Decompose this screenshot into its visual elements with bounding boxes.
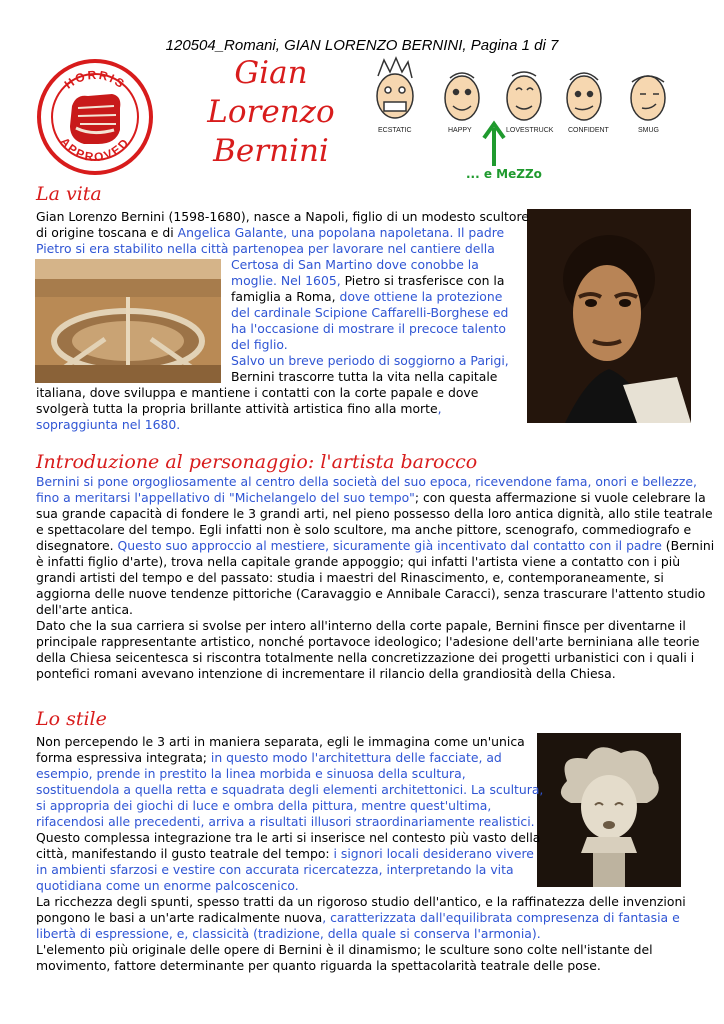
text-line: Non percependo le 3 arti in maniera separata, egli le immagina come un'unica — [36, 734, 525, 749]
mood-faces-illustration — [370, 54, 698, 184]
text-span: in questo modo l'architettura delle facciate, ad — [210, 750, 502, 765]
text-line: del figlio. — [231, 337, 288, 352]
bernini-self-portrait-image — [527, 209, 691, 423]
mood-note: ... e MeZZo — [466, 167, 542, 181]
text-span: (Bernini — [661, 538, 715, 553]
text-line: La ricchezza degli spunti, spesso tratti da un rigoroso studio dell'antico, e la raffinatezza delle invenzioni — [36, 894, 686, 909]
section-heading-intro: Introduzione al personaggio: l'artista barocco — [36, 451, 478, 473]
text-line — [36, 225, 529, 241]
text-line — [36, 490, 714, 506]
text-span: forma espressiva integrata; — [36, 750, 211, 765]
text-span: moglie. Nel 1605, — [231, 273, 345, 288]
face-confident-icon — [567, 73, 601, 120]
text-line: libertà di espressione, e, classicità (tradizione, della quale si conserva l'armonia). — [36, 926, 541, 941]
text-line: della Chiesa seicentesca si riscontra totalmente nella concretizzazione dei progetti urbanistici con i quali i — [36, 650, 695, 665]
text-line: Gian Lorenzo Bernini (1598-1680), nasce a Napoli, figlio di un modesto scultore — [36, 209, 529, 224]
fist-icon — [70, 94, 120, 144]
text-span: dove ottiene la protezione — [339, 289, 503, 304]
section-text-vita-end — [36, 385, 478, 433]
approved-stamp-logo — [36, 58, 154, 176]
text-line: Bernini trascorre tutta la vita nella capitale — [231, 369, 498, 384]
st-peters-square-image — [35, 259, 221, 383]
title-line: Gian — [234, 55, 308, 91]
mood-label: LOVESTRUCK — [506, 127, 554, 134]
text-line: dell'arte antica. — [36, 602, 133, 617]
face-smug-icon — [631, 76, 665, 120]
text-span: Pietro si trasferisce con la — [344, 273, 505, 288]
text-span: disegnatore. — [36, 538, 118, 553]
text-line: del cardinale Scipione Caffarelli-Borghese ed — [231, 305, 509, 320]
text-line — [36, 910, 686, 926]
page-title — [196, 54, 346, 171]
text-line: Questo complessa integrazione tra le arti si inserisce nel contesto più vasto della — [36, 830, 541, 845]
face-happy-icon — [445, 73, 479, 120]
text-line: Salvo un breve periodo di soggiorno a Parigi, — [231, 353, 509, 368]
text-span: , — [437, 401, 442, 416]
text-line: grandi artisti del tempo e del passato: studia i maestri del Rinascimento, e, contemporaneamente, si — [36, 570, 664, 585]
text-span: svolgerà tutta la propria brillante attività artistica fino alla morte — [36, 401, 438, 416]
face-ecstatic-icon — [377, 58, 413, 118]
section-text-vita-wrap — [231, 257, 509, 385]
text-line — [36, 846, 686, 862]
text-line — [231, 273, 509, 289]
text-line: ha l'occasione di mostrare il precoce talento — [231, 321, 506, 336]
text-line: principale rappresentante artistico, nonché portavoce ideologico; l'adesione dell'arte berniniana alle teorie — [36, 634, 700, 649]
text-span: i signori locali desiderano vivere — [333, 846, 534, 861]
text-line: si appropria dei giochi di luce e ombra della pittura, mentre quest'ultima, — [36, 798, 492, 813]
text-line: Bernini si pone orgogliosamente al centro della società del suo epoca, ricevendone fama, onori e bellezze, — [36, 474, 697, 489]
text-line: è infatti figlio d'arte), trova nella capitale grande appoggio; qui infatti l'artista viene a contatto con i più — [36, 554, 681, 569]
text-line: movimento, fattore determinante per quanto riguarda la spettacolarità teatrale delle pose. — [36, 958, 601, 973]
text-span: fino a meritarsi l'appellativo di "Michelangelo del suo tempo" — [36, 490, 415, 505]
text-line — [36, 401, 478, 417]
svg-text:HORRIS: HORRIS — [61, 67, 129, 92]
page-header: 120504_Romani, GIAN LORENZO BERNINI, Pagina 1 di 7 — [165, 37, 559, 54]
text-span: ; con questa affermazione si vuole celebrare la — [414, 490, 706, 505]
text-line: sostituendola a quella retta e squadrata degli elementi architettonici. La scultura, — [36, 782, 544, 797]
text-line: rifacendosi alle precedenti, arriva a risultati illusori straordinariamente realistici. — [36, 814, 535, 829]
title-line: Bernini — [213, 133, 329, 169]
text-line — [231, 289, 509, 305]
section-heading-vita: La vita — [36, 183, 102, 205]
face-lovestruck-icon — [507, 72, 541, 120]
svg-text:APPROVED: APPROVED — [57, 134, 133, 165]
section-text-stile-wrap — [36, 734, 686, 974]
section-text-intro — [36, 474, 714, 682]
text-line: Certosa di San Martino dove conobbe la — [231, 257, 479, 272]
text-span: famiglia a Roma, — [231, 289, 340, 304]
text-span: di origine toscana e di — [36, 225, 178, 240]
text-line: e spettacolare del tempo. Egli infatti non è solo scultore, ma anche pittore, scenografo, commediografo e — [36, 522, 692, 537]
text-line — [36, 750, 686, 766]
text-span: pongono le basi a un'arte radicalmente nuova — [36, 910, 323, 925]
mood-label: SMUG — [638, 127, 659, 134]
text-line: Pietro si era stabilito nella città partenopea per lavorare nel cantiere della — [36, 241, 495, 256]
text-span: , caratterizzata dall'equilibrata compresenza di fantasia e — [322, 910, 680, 925]
text-line: pontefici romani avevano intenzione di incrementare il rilancio della grandiosità della Chiesa. — [36, 666, 616, 681]
text-line: italiana, dove sviluppa e mantiene i contatti con la corte papale e dove — [36, 385, 479, 400]
text-span: Angelica Galante, una popolana napoletana. Il padre — [177, 225, 505, 240]
title-line: Lorenzo — [207, 94, 335, 130]
text-line: sua grande capacità di fondere le 3 grandi arti, nel pieno possesso della loro antica dignità, allo stile teatrale — [36, 506, 713, 521]
text-line: sopraggiunta nel 1680. — [36, 417, 181, 432]
green-arrow-icon — [484, 124, 504, 166]
text-span: città, manifestando il gusto teatrale del tempo: — [36, 846, 334, 861]
text-span: Questo suo approccio al mestiere, sicuramente già incentivato dal contatto con il padre — [117, 538, 662, 553]
mood-label: CONFIDENT — [568, 127, 609, 134]
text-line: quotidiana come un enorme palcoscenico. — [36, 878, 299, 893]
text-line — [36, 538, 714, 554]
section-heading-stile: Lo stile — [36, 708, 107, 730]
mood-label: ECSTATIC — [378, 127, 412, 134]
section-text-vita — [36, 209, 529, 257]
text-line: esempio, prende in prestito la linea morbida e sinuosa della scultura, — [36, 766, 466, 781]
text-line: L'elemento più originale delle opere di Bernini è il dinamismo; le sculture sono colte nell'istante del — [36, 942, 653, 957]
text-line: aggiorna delle nuove tendenze pittoriche (Caravaggio e Annibale Caracci), senza trascurare l'attento studio — [36, 586, 706, 601]
text-line: Dato che la sua carriera si svolse per intero all'interno della corte papale, Bernini finsce per diventarne il — [36, 618, 686, 633]
text-line: in ambienti sfarzosi e vestire con accurata ricercatezza, interpretando la vita — [36, 862, 514, 877]
mood-label: HAPPY — [448, 127, 472, 134]
